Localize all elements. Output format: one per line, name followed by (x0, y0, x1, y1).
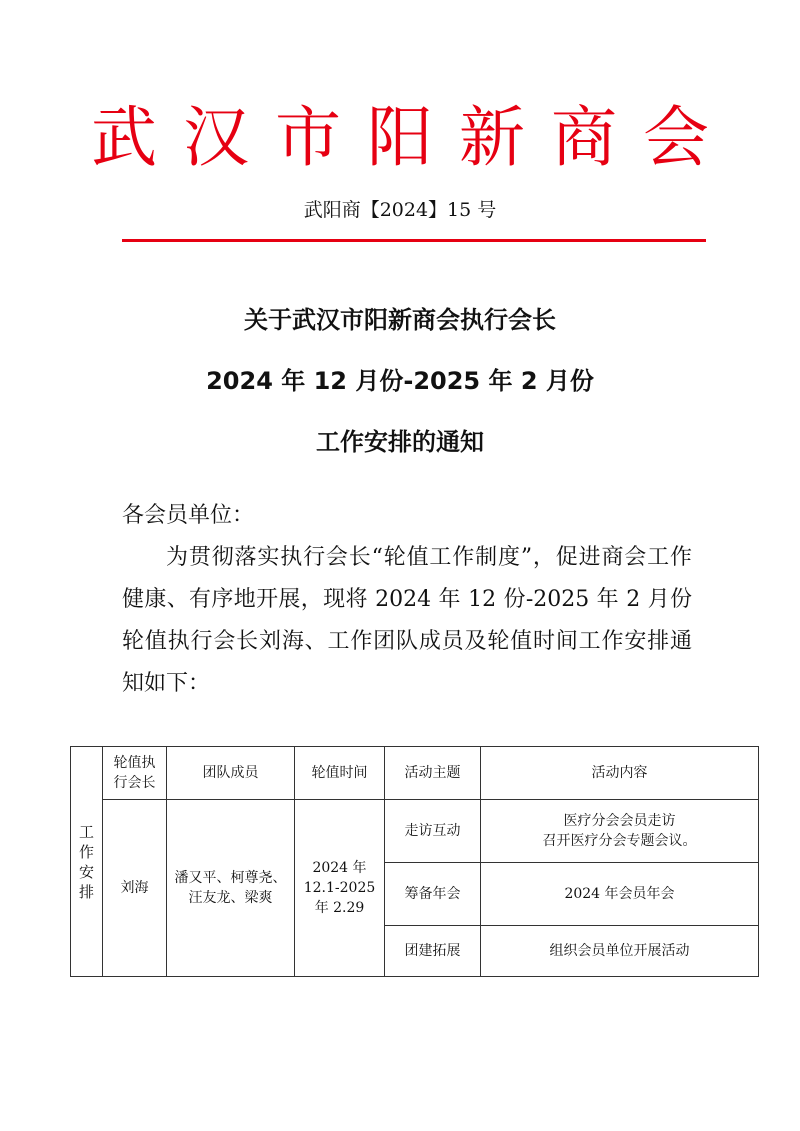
table-row (71, 800, 759, 863)
notice-title-line-3: 工作安排的通知 (316, 428, 484, 456)
schedule-table (70, 746, 759, 977)
header-exec-line: 轮值执 (113, 755, 156, 771)
activity-theme-cell: 筹备年会 (385, 863, 481, 926)
org-name: 武汉市阳新商会 (91, 99, 735, 176)
side-label-char: 排 (78, 882, 94, 901)
body-paragraph: 为贯彻落实执行会长“轮值工作制度”，促进商会工作健康、有序地开展，现将 2024 年 12 份-2025 年 2 月份轮值执行会长刘海、工作团队成员及轮值时间工作安排通知如下： (122, 545, 692, 696)
activity-content-line: 医疗分会会员走访 (563, 813, 676, 829)
team-members-cell (167, 800, 295, 977)
activity-content-line: 召开医疗分会专题会议。 (542, 833, 697, 849)
salutation: 各会员单位： (122, 503, 255, 528)
exec-name-cell: 刘海 (103, 800, 167, 977)
header-exec (103, 747, 167, 800)
activity-theme-cell: 团建拓展 (385, 926, 481, 977)
team-members-line: 潘又平、柯尊尧、 (174, 870, 287, 886)
time-range-line: 12.1-2025 (303, 880, 376, 896)
side-label-char: 作 (78, 842, 94, 861)
time-range-line: 年 2.29 (314, 900, 365, 916)
header-exec-line: 行会长 (113, 775, 156, 791)
activity-content-cell: 组织会员单位开展活动 (481, 926, 759, 977)
red-divider-rule (122, 239, 706, 242)
activity-content-cell: 2024 年会员年会 (481, 863, 759, 926)
side-label-cell (71, 747, 103, 977)
notice-title-line-2: 2024 年 12 月份-2025 年 2 月份 (206, 367, 594, 395)
side-label-char: 安 (78, 862, 94, 881)
header-content: 活动内容 (481, 747, 759, 800)
notice-title-line-1: 关于武汉市阳新商会执行会长 (244, 306, 556, 334)
time-range-cell (295, 800, 385, 977)
header-theme: 活动主题 (385, 747, 481, 800)
table-header-row (71, 747, 759, 800)
document-number: 武阳商【2024】15 号 (303, 199, 497, 221)
team-members-line: 汪友龙、梁爽 (188, 890, 273, 906)
header-team: 团队成员 (167, 747, 295, 800)
time-range-line: 2024 年 (312, 860, 367, 876)
side-label-char: 工 (78, 822, 94, 841)
header-time: 轮值时间 (295, 747, 385, 800)
activity-content-cell (481, 800, 759, 863)
activity-theme-cell: 走访互动 (385, 800, 481, 863)
